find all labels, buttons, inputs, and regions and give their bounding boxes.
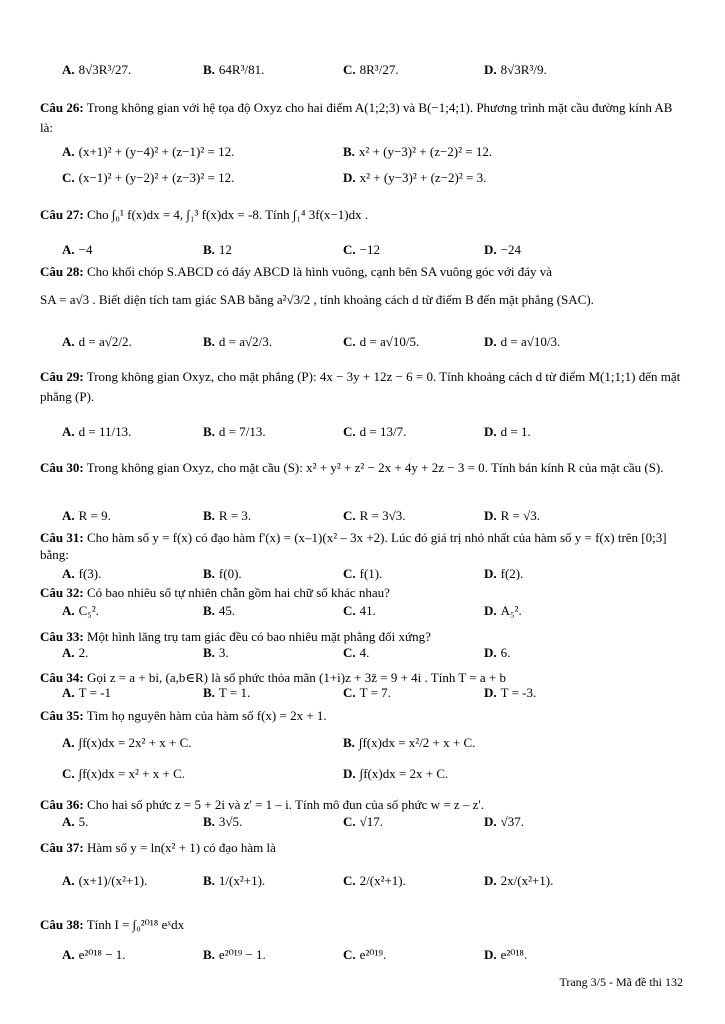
option-key: D. [484,334,497,349]
q31-option-d [484,566,523,582]
option-text: f(1). [359,566,383,581]
option-key: D. [484,242,497,257]
question-number: Câu 32: [40,585,84,600]
q36-stem [40,795,682,815]
q25-option-a [62,62,131,78]
question-number: Câu 28: [40,264,84,279]
option-key: A. [62,603,75,618]
q26-stem [40,98,682,138]
q38-option-c [343,947,386,963]
q27-option-c [343,242,380,258]
q33-stem [40,627,682,647]
q34-option-a [62,685,111,701]
q28-option-d [484,334,560,350]
option-key: A. [62,62,75,77]
q32-option-b [203,603,235,619]
q34-option-c [343,685,391,701]
q26-option-c [62,170,234,186]
question-text: Cho ∫₀¹ f(x)dx = 4, ∫₁³ f(x)dx = -8. Tính ∫₁⁴ 3f(x−1)dx . [86,207,369,222]
question-number: Câu 29: [40,369,84,384]
option-key: D. [484,508,497,523]
option-text: e²⁰¹⁹. [359,947,387,962]
option-key: B. [203,645,215,660]
q35-stem [40,706,682,726]
option-key: C. [343,508,356,523]
option-key: C. [62,170,75,185]
option-key: A. [62,873,75,888]
option-text: d = 13/7. [359,424,407,439]
question-text: Cho hàm số y = f(x) có đạo hàm f'(x) = (x–1)(x² – 3x +2). Lúc đó giá trị nhỏ nhất của hàm số y = f(x) trên [0;3] bằng: [40,530,667,562]
option-text: T = 7. [359,685,391,700]
q29-option-a [62,424,131,440]
option-text: d = a√2/2. [78,334,132,349]
option-text: d = 11/13. [78,424,132,439]
option-key: B. [203,873,215,888]
option-key: A. [62,685,75,700]
q38-option-b [203,947,266,963]
question-number: Câu 36: [40,797,84,812]
q38-option-a [62,947,126,963]
question-text: Trong không gian Oxyz, cho mặt phẳng (P): 4x − 3y + 12z − 6 = 0. Tính khoảng cách d từ điểm M(1;1;1) đến mặt phẳng (P). [40,369,681,404]
option-text: f(3). [78,566,102,581]
q35-option-c [62,766,185,782]
option-key: A. [62,645,75,660]
q36-option-a [62,814,88,830]
q30-option-d [484,508,540,524]
question-text: Hàm số y = ln(x² + 1) có đạo hàm là [86,840,276,855]
q35-option-d [343,766,448,782]
question-text: Cho hai số phức z = 5 + 2i và z' = 1 – i. Tính mô đun của số phức w = z – z'. [86,797,484,812]
option-key: D. [484,873,497,888]
question-number: Câu 38: [40,917,84,932]
option-text: e²⁰¹⁸ − 1. [78,947,126,962]
q32-option-c [343,603,376,619]
option-text: 64R³/81. [218,62,265,77]
option-text: 41. [359,603,376,618]
option-key: A. [62,334,75,349]
option-key: B. [203,947,215,962]
q27-option-d [484,242,521,258]
option-text: T = 1. [218,685,251,700]
option-key: B. [203,508,215,523]
option-key: D. [484,424,497,439]
q37-stem [40,838,682,858]
q29-stem [40,367,682,407]
question-text: Gọi z = a + bi, (a,b∈R) là số phức thỏa mãn (1+i)z + 3z̄ = 9 + 4i . Tính T = a + b [86,670,506,685]
q36-option-b [203,814,242,830]
q32-stem [40,583,682,603]
option-text: 8√3R³/9. [500,62,547,77]
q34-option-d [484,685,536,701]
q30-option-a [62,508,111,524]
option-text: 6. [500,645,511,660]
option-key: C. [62,766,75,781]
option-text: (x+1)² + (y−4)² + (z−1)² = 12. [78,144,235,159]
question-text: Trong không gian với hệ tọa độ Oxyz cho hai điểm A(1;2;3) và B(−1;4;1). Phương trình mặt cầu đường kính AB là: [40,100,673,135]
option-key: C. [343,334,356,349]
option-text: −4 [78,242,93,257]
q33-option-d [484,645,510,661]
option-key: C. [343,603,356,618]
option-text: 12 [218,242,232,257]
option-text: 3. [218,645,229,660]
option-text: −12 [359,242,380,257]
option-text: 3√5. [218,814,243,829]
option-text: T = -1 [78,685,112,700]
option-key: C. [343,242,356,257]
option-text: √17. [359,814,384,829]
option-text: 5. [78,814,89,829]
option-key: D. [484,814,497,829]
q31-option-a [62,566,101,582]
q29-option-c [343,424,406,440]
option-key: D. [484,603,497,618]
question-text: Tìm họ nguyên hàm của hàm số f(x) = 2x + 1. [86,708,327,723]
option-text: e²⁰¹⁹ − 1. [218,947,266,962]
option-key: B. [203,242,215,257]
option-text: 2/(x²+1). [359,873,406,888]
q27-stem [40,205,682,225]
option-key: C. [343,424,356,439]
question-number: Câu 34: [40,670,84,685]
option-text: 1/(x²+1). [218,873,266,888]
question-number: Câu 27: [40,207,84,222]
option-key: B. [203,334,215,349]
option-text: 2. [78,645,89,660]
option-text: 4. [359,645,370,660]
q28-option-a [62,334,132,350]
q31-option-c [343,566,382,582]
q35-option-b [343,735,475,751]
q36-option-d [484,814,524,830]
question-text: Có bao nhiêu số tự nhiên chẵn gồm hai chữ số khác nhau? [86,585,390,600]
option-text: 45. [218,603,236,618]
option-text: x² + (y−3)² + (z−2)² = 12. [358,144,493,159]
option-key: B. [203,603,215,618]
q33-option-a [62,645,88,661]
option-text: (x+1)/(x²+1). [78,873,148,888]
option-text: 2x/(x²+1). [500,873,554,888]
question-text: Tính I = ∫₀²⁰¹⁸ eˣdx [86,917,185,932]
q25-option-b [203,62,264,78]
question-number: Câu 31: [40,530,84,545]
q33-option-b [203,645,229,661]
option-key: C. [343,947,356,962]
question-number: Câu 37: [40,840,84,855]
option-key: A. [62,424,75,439]
option-key: C. [343,814,356,829]
question-number: Câu 26: [40,100,84,115]
option-text: R = 3√3. [359,508,406,523]
option-text: x² + (y−3)² + (z−2)² = 3. [359,170,487,185]
option-text: e²⁰¹⁸. [500,947,528,962]
option-text: f(2). [500,566,524,581]
q29-option-d [484,424,531,440]
option-key: B. [203,424,215,439]
option-text: C₅². [78,603,99,618]
option-key: B. [203,814,215,829]
q37-option-d [484,873,553,889]
option-text: ∫f(x)dx = 2x + C. [359,766,449,781]
option-key: A. [62,508,75,523]
option-text: R = 9. [78,508,111,523]
option-key: B. [203,566,215,581]
option-key: D. [484,62,497,77]
option-text: R = √3. [500,508,541,523]
q38-stem [40,915,682,935]
q28-option-b [203,334,272,350]
option-key: C. [343,566,356,581]
option-key: C. [343,685,356,700]
option-key: C. [343,645,356,660]
q26-option-d [343,170,486,186]
option-text: −24 [500,242,521,257]
option-key: D. [484,566,497,581]
option-key: D. [343,170,356,185]
option-text: f(0). [218,566,242,581]
option-text: d = a√10/5. [359,334,420,349]
q27-option-b [203,242,232,258]
q29-option-b [203,424,266,440]
q31-option-b [203,566,242,582]
question-number: Câu 35: [40,708,84,723]
question-text: Cho khối chóp S.ABCD có đáy ABCD là hình vuông, cạnh bên SA vuông góc với đáy và [86,264,553,279]
option-text: ∫f(x)dx = x²/2 + x + C. [358,735,476,750]
q32-option-d [484,603,522,619]
option-key: B. [343,735,355,750]
option-key: A. [62,947,75,962]
q37-option-c [343,873,406,889]
option-text: d = a√10/3. [500,334,561,349]
q26-option-a [62,144,234,160]
option-key: D. [343,766,356,781]
question-text: SA = a√3 . Biết diện tích tam giác SAB bằng a²√3/2 , tính khoảng cách d từ điểm B đến mặt phẳng (SAC). [40,292,594,307]
q30-stem [40,458,682,478]
q33-option-c [343,645,369,661]
option-key: B. [203,685,215,700]
option-text: d = 1. [500,424,531,439]
q27-option-a [62,242,92,258]
option-key: A. [62,566,75,581]
question-text: Trong không gian Oxyz, cho mặt cầu (S): x² + y² + z² − 2x + 4y + 2z − 3 = 0. Tính bán kính R của mặt cầu (S). [86,460,664,475]
q38-option-d [484,947,527,963]
option-text: √37. [500,814,525,829]
option-text: (x−1)² + (y−2)² + (z−3)² = 12. [78,170,235,185]
option-text: 8R³/27. [359,62,399,77]
q26-option-b [343,144,492,160]
option-key: A. [62,735,75,750]
q35-option-a [62,735,192,751]
q28-stem-line1 [40,262,682,282]
q28-option-c [343,334,419,350]
question-number: Câu 30: [40,460,84,475]
q36-option-c [343,814,383,830]
q34-option-b [203,685,250,701]
option-key: C. [343,62,356,77]
q37-option-b [203,873,265,889]
option-text: T = -3. [500,685,537,700]
q30-option-b [203,508,251,524]
option-key: A. [62,242,75,257]
q28-stem-line2 [40,290,682,310]
option-key: A. [62,814,75,829]
q30-option-c [343,508,406,524]
question-number: Câu 33: [40,629,84,644]
q37-option-a [62,873,147,889]
option-text: R = 3. [218,508,252,523]
option-text: 8√3R³/27. [78,62,132,77]
option-key: C. [343,873,356,888]
option-key: B. [203,62,215,77]
option-text: A₅². [500,603,522,618]
question-text: Một hình lăng trụ tam giác đều có bao nhiêu mặt phẳng đối xứng? [86,629,431,644]
option-key: D. [484,685,497,700]
q31-stem [40,529,682,563]
option-key: B. [343,144,355,159]
option-text: d = a√2/3. [218,334,273,349]
option-text: ∫f(x)dx = x² + x + C. [78,766,186,781]
q25-option-c [343,62,399,78]
option-key: A. [62,144,75,159]
option-text: d = 7/13. [218,424,266,439]
q25-option-d [484,62,547,78]
option-key: D. [484,947,497,962]
option-text: ∫f(x)dx = 2x² + x + C. [78,735,192,750]
option-key: D. [484,645,497,660]
q32-option-a [62,603,99,619]
page-footer: Trang 3/5 - Mã đề thi 132 [559,975,683,989]
